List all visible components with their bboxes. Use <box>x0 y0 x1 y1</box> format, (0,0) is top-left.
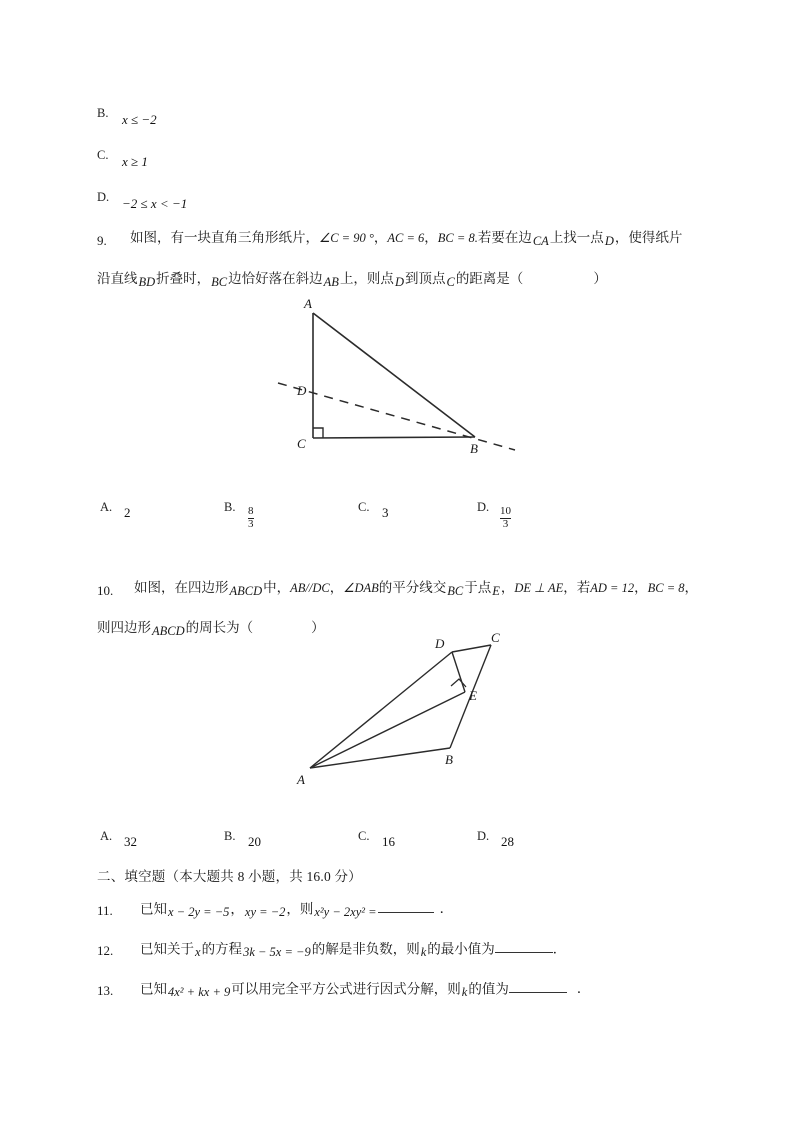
q10-l1-g: 的平分线交 <box>378 580 447 595</box>
q10-l1-i: 于点 <box>464 580 492 595</box>
q10-option-b-value: 20 <box>248 834 261 849</box>
q9-option-d-value <box>500 506 511 530</box>
q9-l1-d: AC = 6 <box>387 231 425 245</box>
q9-l2-f: AB <box>323 275 339 289</box>
q9-l2-j: C <box>446 275 455 289</box>
question-9-line2 <box>97 271 607 289</box>
question-10-line1 <box>134 580 699 598</box>
q9-option-b-numerator: 8 <box>248 505 254 517</box>
label-E: E <box>469 688 477 703</box>
q10-option-d-value: 28 <box>501 834 514 849</box>
q9-l2-e: 边恰好落在斜边 <box>228 271 323 286</box>
q10-option-c-value: 16 <box>382 834 395 849</box>
q11-f: 则 <box>299 901 314 917</box>
right-angle-mark-C <box>313 428 323 438</box>
q9-option-d-label[interactable]: D. <box>477 500 490 514</box>
q9-option-a-value: 2 <box>124 505 131 520</box>
q10-l1-f: ∠DAB <box>343 581 379 595</box>
q9-option-b-label[interactable]: B. <box>224 500 236 514</box>
label-C: C <box>491 630 500 645</box>
q10-option-b-label[interactable]: B. <box>224 829 236 843</box>
q12-h: ． <box>552 941 567 957</box>
q9-option-d-denominator: 3 <box>500 518 511 531</box>
choice-d-value: −2 ≤ x < −1 <box>122 196 188 211</box>
q10-l1-m: ，若 <box>563 580 591 595</box>
q9-l1-c: ， <box>373 230 388 245</box>
q10-l1-n: AD = 12 <box>590 581 635 595</box>
question-11-number: 11. <box>97 903 113 918</box>
q9-l1-h: CA <box>532 234 549 248</box>
q10-option-a-label[interactable]: A. <box>100 829 113 843</box>
q10-option-a-value: 32 <box>124 834 137 849</box>
question-13-number: 13. <box>97 983 114 998</box>
q9-l2-b: BD <box>138 275 156 289</box>
q13-c: 可以用完全平方公式进行因式分解，则 <box>231 981 461 997</box>
q9-l1-g: 若要在边 <box>477 230 532 245</box>
q9-option-c-value: 3 <box>382 505 389 520</box>
q10-l2-a: 则四边形 <box>97 620 151 635</box>
q9-option-d-numerator: 10 <box>500 505 511 517</box>
q11-answer-blank[interactable] <box>378 901 434 913</box>
question-10-number: 10. <box>97 583 114 598</box>
q9-l2-k: 的距离是（ <box>455 271 524 286</box>
q11-d: xy = −2 <box>244 905 286 920</box>
q9-l2-h: D <box>394 275 404 289</box>
label-D: D <box>435 636 445 651</box>
question-9-line1 <box>130 230 683 248</box>
q9-option-b-denominator: 3 <box>248 517 254 530</box>
question-9-number: 9. <box>97 233 107 248</box>
q10-l1-q: ， <box>684 580 699 595</box>
q10-l1-b: ABCD <box>229 584 263 598</box>
question-9-figure <box>270 295 540 470</box>
q9-l1-j: D <box>604 234 614 248</box>
q13-e: 的值为 <box>468 981 509 997</box>
q10-l2-c: 的周长为（ <box>185 620 254 635</box>
right-angle-mark-E <box>451 679 466 687</box>
q10-l1-p: BC = 8 <box>647 581 685 595</box>
q9-option-a-label[interactable]: A. <box>100 500 113 514</box>
choice-c-label: C. <box>97 148 109 162</box>
question-12-text <box>140 941 567 960</box>
q11-b: x − 2y = −5 <box>168 905 230 920</box>
choice-b-value: x ≤ −2 <box>122 112 157 127</box>
q12-f: k <box>420 945 427 960</box>
question-12-number: 12. <box>97 943 114 958</box>
q9-l1-b: ∠C = 90 ° <box>319 231 374 245</box>
choice-b-label: B. <box>97 106 109 120</box>
choice-c-value: x ≥ 1 <box>122 154 148 169</box>
label-A: A <box>304 296 312 311</box>
q9-l2-d: BC <box>211 275 228 289</box>
label-B: B <box>470 441 478 456</box>
q11-g: x²y − 2xy² = <box>314 905 377 920</box>
segment-CB <box>313 437 475 438</box>
segment-AB <box>313 313 475 437</box>
q10-l2-d: ） <box>311 620 325 635</box>
q10-l1-k: ， <box>500 580 515 595</box>
q10-l1-o: ， <box>634 580 648 595</box>
q10-option-c-label[interactable]: C. <box>358 829 370 843</box>
question-10-figure <box>285 630 520 795</box>
q9-l1-k: ，使得纸片 <box>614 230 683 245</box>
q9-l1-i: 上找一点 <box>549 230 604 245</box>
q12-answer-blank[interactable] <box>495 941 553 953</box>
q13-answer-blank[interactable] <box>509 981 567 993</box>
q9-l2-g: 上，则点 <box>339 271 394 286</box>
q9-l2-a: 沿直线 <box>97 271 138 286</box>
question-11-text <box>140 901 454 920</box>
segment-CD <box>452 645 491 652</box>
q9-option-b-value <box>248 506 254 530</box>
q10-l1-e: ， <box>329 580 344 595</box>
q13-b: 4x² + kx + 9 <box>168 985 231 1000</box>
q12-g: 的最小值为 <box>427 941 495 957</box>
q9-l1-f: BC = 8. <box>437 231 478 245</box>
q13-a: 已知 <box>140 981 167 997</box>
q11-h: ． <box>439 901 454 917</box>
q9-l2-i: 到顶点 <box>404 271 446 286</box>
label-D: D <box>297 383 307 398</box>
q10-l1-j: E <box>492 584 500 598</box>
q9-l1-e: ， <box>424 230 438 245</box>
choice-d-label: D. <box>97 190 110 204</box>
q12-e: 的解是非负数，则 <box>311 941 420 957</box>
q12-a: 已知关于 <box>140 941 194 957</box>
q10-l1-c: 中， <box>263 580 291 595</box>
q12-b: x <box>195 945 201 960</box>
q9-l1-a: 如图，有一块直角三角形纸片， <box>130 230 319 245</box>
label-B: B <box>445 752 453 767</box>
q11-a: 已知 <box>140 901 167 917</box>
section-2-heading: 二、填空题（本大题共 8 小题，共 16.0 分） <box>97 869 362 884</box>
segment-DE <box>452 652 465 692</box>
question-13-text <box>140 981 591 1000</box>
q9-l2-l: ） <box>593 271 607 286</box>
q11-e: ， <box>286 901 300 917</box>
q10-l1-d: AB//DC <box>290 581 330 595</box>
label-C: C <box>297 436 306 451</box>
q11-c: ， <box>230 901 244 917</box>
q12-d: 3k − 5x = −9 <box>243 945 311 960</box>
q9-l2-c: 折叠时， <box>156 271 211 286</box>
label-A: A <box>297 772 305 787</box>
q13-f: ． <box>576 981 591 997</box>
q10-option-d-label[interactable]: D. <box>477 829 490 843</box>
q10-l1-h: BC <box>447 584 464 598</box>
q10-l1-a: 如图，在四边形 <box>134 580 229 595</box>
q10-l2-b: ABCD <box>152 624 185 638</box>
q13-d: k <box>461 985 468 1000</box>
q9-option-c-label[interactable]: C. <box>358 500 370 514</box>
q10-l1-l: DE ⊥ AE <box>514 581 564 595</box>
q12-c: 的方程 <box>201 941 243 957</box>
